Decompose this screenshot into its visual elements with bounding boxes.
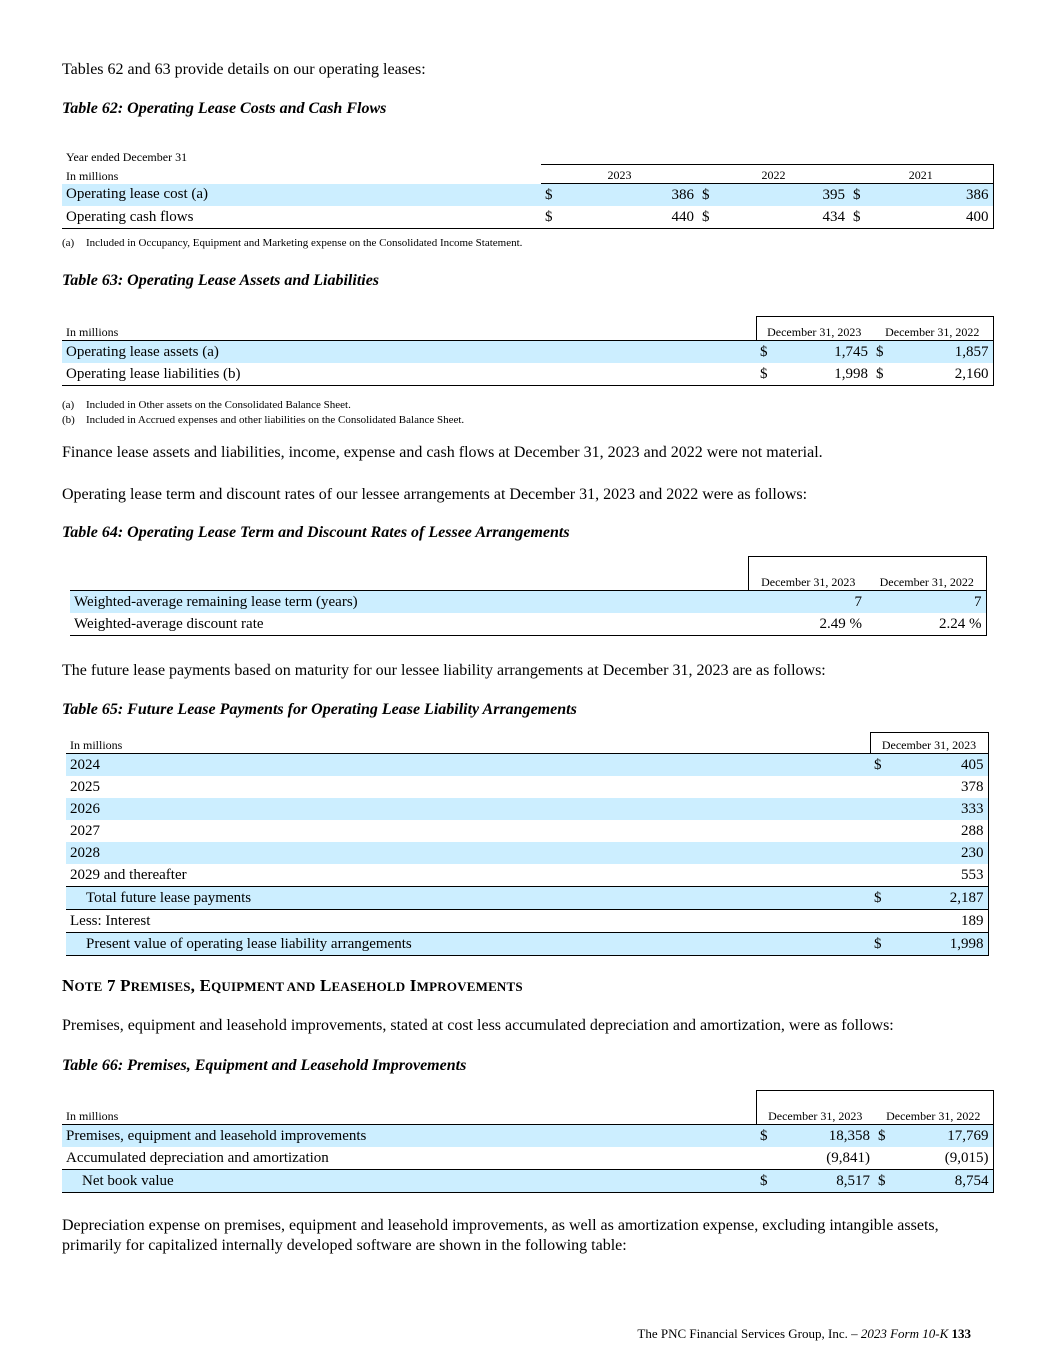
future-payments-paragraph: The future lease payments based on maturity for our lessee liability arrangements at December 31, 2023 are as follows: — [62, 662, 826, 679]
table-row: Net book value $ 8,517 $ 8,754 — [62, 1170, 993, 1193]
table-64-col-2022: December 31, 2022 — [868, 557, 986, 591]
table-65-col-2023: December 31, 2023 — [870, 733, 988, 754]
table-65 — [66, 732, 989, 956]
table-row: Weighted-average discount rate 2.49 % 2.24 % — [70, 613, 986, 636]
table-row: Operating lease cost (a) $ 386 $ 395 $ 386 — [62, 184, 993, 207]
table-63-footnote-b: (b) Included in Accrued expenses and other liabilities on the Consolidated Balance Sheet. — [62, 414, 465, 426]
depreciation-paragraph: Depreciation expense on premises, equipment and leasehold improvements, as well as amortization expense, excluding intangible assets, primarily for capitalized internally developed software are shown in the following table: — [62, 1217, 939, 1254]
row-label: Operating cash flows — [62, 206, 541, 229]
table-65-unit: In millions — [70, 738, 123, 752]
table-63 — [62, 316, 994, 386]
row-label: Operating lease liabilities (b) — [62, 363, 756, 386]
table-62 — [62, 146, 994, 229]
table-62-col-2023: 2023 — [541, 165, 698, 184]
table-63-footnote-a: (a) Included in Other assets on the Consolidated Balance Sheet. — [62, 399, 351, 411]
table-62-unit: In millions — [66, 168, 119, 183]
table-64-col-2023: December 31, 2023 — [748, 557, 868, 591]
note-7-heading: NOTE 7 PREMISES, EQUIPMENT AND LEASEHOLD IMPROVEMENTS — [62, 976, 523, 995]
footer-form: 2023 Form 10-K — [860, 1326, 949, 1341]
table-row: Total future lease payments $ 2,187 — [66, 887, 988, 910]
lease-term-paragraph: Operating lease term and discount rates of our lessee arrangements at December 31, 2023 and 2022 were as follows: — [62, 486, 808, 503]
table-row: 2029 and thereafter 553 — [66, 864, 988, 887]
table-62-footnote-a: (a) Included in Occupancy, Equipment and Marketing expense on the Consolidated Income Statement. — [62, 237, 523, 249]
table-62-col-2022: 2022 — [698, 165, 849, 184]
table-row: Operating lease assets (a) $ 1,745 $ 1,857 — [62, 341, 993, 364]
table-row: Accumulated depreciation and amortization (9,841) (9,015) — [62, 1147, 993, 1170]
row-label: Weighted-average remaining lease term (years) — [70, 591, 748, 614]
table-row: 2026 333 — [66, 798, 988, 820]
page-number: 133 — [951, 1326, 971, 1341]
table-63-col-2023: December 31, 2023 — [756, 317, 872, 341]
table-62-preheader: Year ended December 31 — [66, 149, 188, 164]
page-footer — [637, 1326, 971, 1342]
table-62-title: Table 62: Operating Lease Costs and Cash Flows — [62, 100, 387, 117]
intro-paragraph: Tables 62 and 63 provide details on our operating leases: — [62, 61, 426, 78]
table-64-title: Table 64: Operating Lease Term and Discount Rates of Lessee Arrangements — [62, 524, 570, 541]
row-label: Operating lease assets (a) — [62, 341, 756, 364]
row-label: Weighted-average discount rate — [70, 613, 748, 636]
table-row: 2027 288 — [66, 820, 988, 842]
table-row: Present value of operating lease liability arrangements $ 1,998 — [66, 933, 988, 956]
table-row: Weighted-average remaining lease term (years) 7 7 — [70, 591, 986, 614]
finance-lease-paragraph: Finance lease assets and liabilities, income, expense and cash flows at December 31, 2023 and 2022 were not material. — [62, 444, 823, 461]
table-66-title: Table 66: Premises, Equipment and Leasehold Improvements — [62, 1057, 467, 1074]
table-65-title: Table 65: Future Lease Payments for Operating Lease Liability Arrangements — [62, 701, 577, 718]
table-66-col-2023: December 31, 2023 — [756, 1091, 874, 1125]
table-66-unit: In millions — [66, 1109, 119, 1123]
table-66-col-2022: December 31, 2022 — [874, 1091, 993, 1125]
table-row: Operating lease liabilities (b) $ 1,998 $ 2,160 — [62, 363, 993, 386]
table-row: 2024 $ 405 — [66, 754, 988, 777]
table-63-unit: In millions — [66, 325, 119, 339]
table-62-col-2021: 2021 — [849, 165, 993, 184]
table-row: 2028 230 — [66, 842, 988, 864]
table-row: Operating cash flows $ 440 $ 434 $ 400 — [62, 206, 993, 229]
row-label: Operating lease cost (a) — [62, 184, 541, 207]
table-66 — [62, 1090, 994, 1193]
footer-company: The PNC Financial Services Group, Inc. – — [637, 1326, 858, 1341]
table-row: 2025 378 — [66, 776, 988, 798]
table-63-col-2022: December 31, 2022 — [872, 317, 993, 341]
table-row: Less: Interest 189 — [66, 910, 988, 933]
table-64 — [70, 556, 987, 636]
premises-paragraph: Premises, equipment and leasehold improvements, stated at cost less accumulated depreciation and amortization, were as follows: — [62, 1017, 894, 1034]
table-row: Premises, equipment and leasehold improvements $ 18,358 $ 17,769 — [62, 1125, 993, 1148]
table-63-title: Table 63: Operating Lease Assets and Liabilities — [62, 272, 380, 289]
